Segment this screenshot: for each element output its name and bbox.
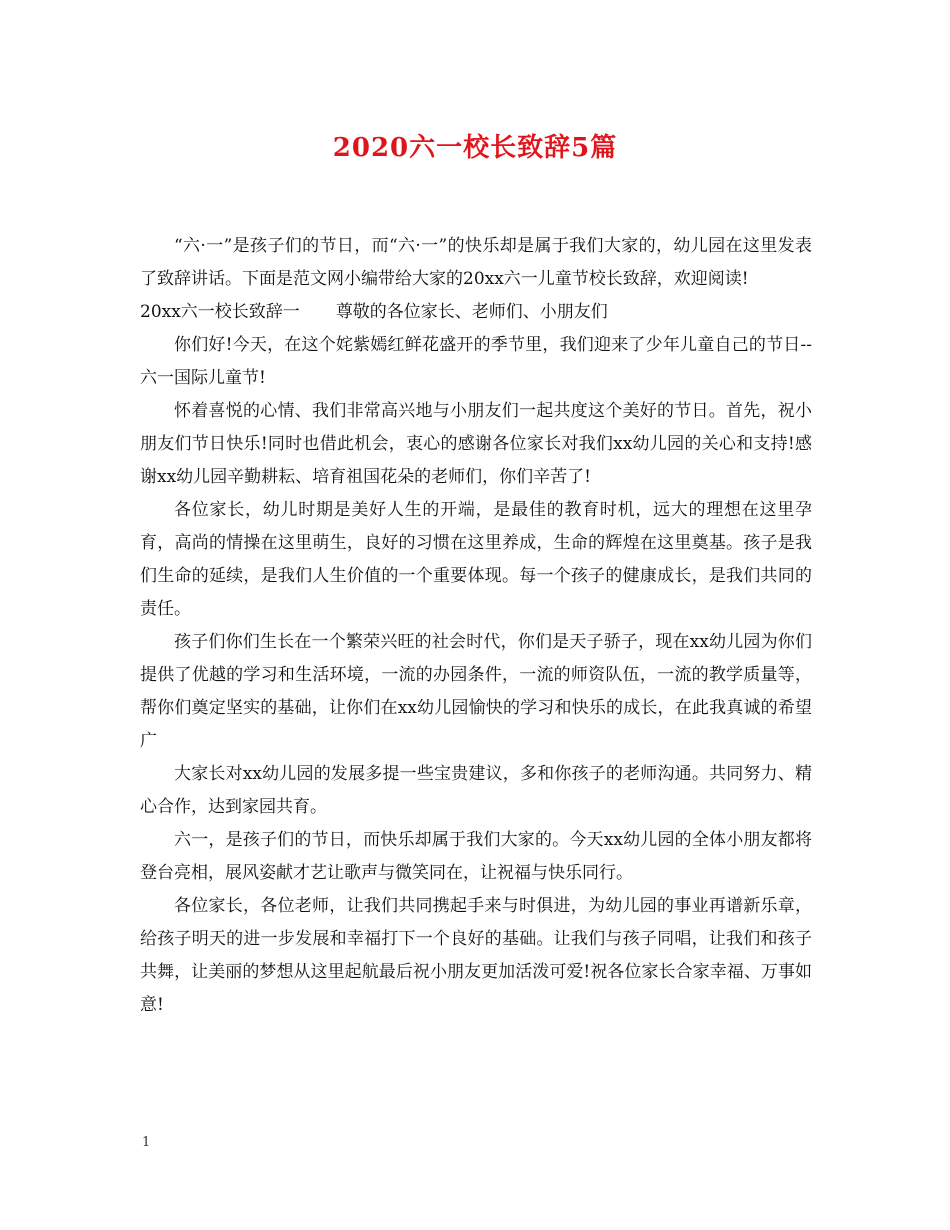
speech-paragraph: 你们好!今天，在这个姹紫嫣红鲜花盛开的季节里，我们迎来了少年儿童自己的节日--六一国际儿童节!: [140, 335, 812, 388]
speech-paragraph: 六一，是孩子们的节日，而快乐却属于我们大家的。今天xx幼儿园的全体小朋友都将登台亮相，展风姿献才艺让歌声与微笑同在，让祝福与快乐同行。: [140, 830, 812, 883]
speech-paragraph: 各位家长，各位老师，让我们共同携起手来与时俱进，为幼儿园的事业再谱新乐章，给孩子明天的进一步发展和幸福打下一个良好的基础。让我们与孩子同唱，让我们和孩子共舞，让美丽的梦想从这里起航最后祝小朋友更加活泼可爱!祝各位家长合家幸福、万事如意!: [140, 896, 812, 1015]
speech-paragraph: 各位家长，幼儿时期是美好人生的开端，是最佳的教育时机，远大的理想在这里孕育，高尚的情操在这里萌生，良好的习惯在这里养成，生命的辉煌在这里奠基。孩子是我们生命的延续，是我们人生价值的一个重要体现。每一个孩子的健康成长，是我们共同的责任。: [140, 500, 812, 619]
intro-paragraph: “六·一”是孩子们的节日，而“六·一”的快乐却是属于我们大家的，幼儿园在这里发表了致辞讲话。下面是范文网小编带给大家的20xx六一儿童节校长致辞，欢迎阅读!: [140, 236, 812, 289]
document-body: [140, 230, 812, 1022]
speech-paragraph: 孩子们你们生长在一个繁荣兴旺的社会时代，你们是天子骄子，现在xx幼儿园为你们提供了优越的学习和生活环境，一流的办园条件，一流的师资队伍，一流的教学质量等，帮你们奠定坚实的基础，让你们在xx幼儿园愉快的学习和快乐的成长，在此我真诚的希望广: [140, 632, 812, 751]
section-heading-label: 20xx六一校长致辞一: [140, 302, 300, 322]
document-title: 2020六一校长致辞5篇: [332, 133, 618, 163]
page-number: 1: [142, 1135, 151, 1150]
section-heading: [140, 296, 812, 329]
speech-paragraph: 怀着喜悦的心情、我们非常高兴地与小朋友们一起共度这个美好的节日。首先，祝小朋友们节日快乐!同时也借此机会，衷心的感谢各位家长对我们xx幼儿园的关心和支持!感谢xx幼儿园辛勤耕耘、培育祖国花朵的老师们，你们辛苦了!: [140, 401, 812, 487]
speech-paragraph: 大家长对xx幼儿园的发展多提一些宝贵建议，多和你孩子的老师沟通。共同努力、精心合作，达到家园共育。: [140, 764, 812, 817]
speech-salutation: 尊敬的各位家长、老师们、小朋友们: [335, 302, 608, 322]
